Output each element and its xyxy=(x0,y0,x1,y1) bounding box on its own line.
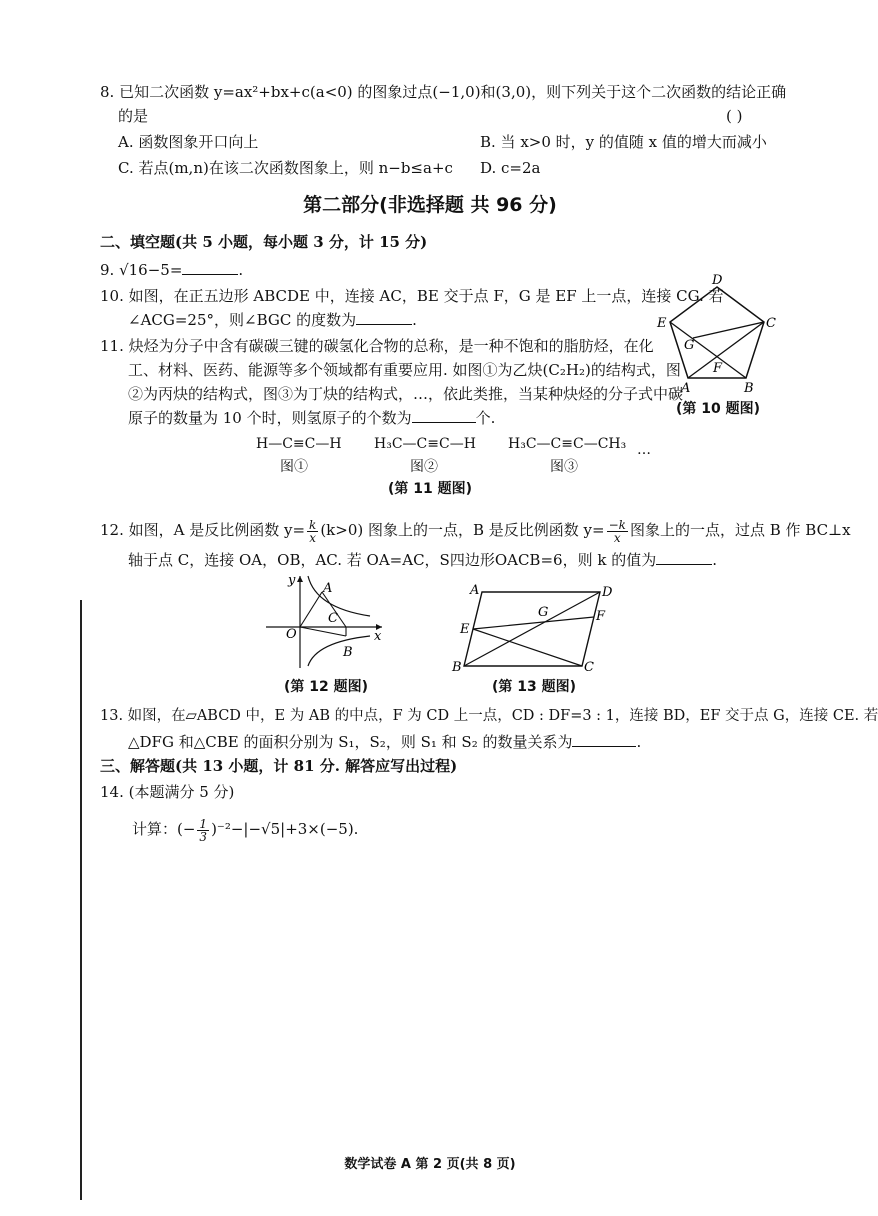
page-footer: 数学试卷 A 第 2 页(共 8 页) xyxy=(344,1157,516,1172)
segment-oa xyxy=(300,592,322,627)
frac2-denominator: x xyxy=(613,530,621,545)
q12-fraction-k-over-x xyxy=(307,519,318,544)
q11-line4-text: 原子的数量为 10 个时，则氢原子的个数为 xyxy=(128,409,412,427)
segment-bd xyxy=(464,592,600,666)
q12-line1 xyxy=(100,515,851,545)
q12-suffix: . xyxy=(712,551,717,569)
q14-fraction-one-third xyxy=(197,818,209,843)
label-g: G xyxy=(538,605,549,620)
q8-option-d[interactable]: D. c=2a xyxy=(480,159,541,177)
q10-line2 xyxy=(128,310,417,330)
label-a: A xyxy=(470,583,480,598)
q12-graph-figure xyxy=(262,570,392,670)
q12-fraction-neg-k-over-x xyxy=(607,519,628,544)
q12-line2 xyxy=(128,550,717,570)
hyperbola-negative xyxy=(308,636,370,666)
label-b: B xyxy=(452,660,462,675)
section3-heading: 三、解答题(共 13 小题，计 81 分. 解答应写出过程) xyxy=(100,757,458,775)
q12-line2-text: 轴于点 C，连接 OA，OB，AC. 若 OA=AC，S四边形OACB=6，则 k 的值为 xyxy=(128,551,657,569)
q14-calc-suffix: )⁻²−|−√5|+3×(−5). xyxy=(211,820,359,838)
q8-option-a[interactable]: A. 函数图象开口向上 xyxy=(118,133,259,151)
label-c: C xyxy=(584,660,594,675)
q13-parallelogram-figure xyxy=(450,580,613,675)
label-o: O xyxy=(286,627,297,642)
q11-fig1-label: 图① xyxy=(280,459,308,475)
q8-option-b[interactable]: B. 当 x>0 时，y 的值随 x 值的增大而减小 xyxy=(480,133,767,151)
q11-suffix: 个. xyxy=(475,409,496,427)
q12-text-c: 图象上的一点，过点 B 作 BC⊥x xyxy=(629,521,851,539)
q14-calc-prefix: 计算：(− xyxy=(132,820,196,838)
q13-suffix: . xyxy=(636,733,642,751)
q11-line2: 工、材料、医药、能源等多个领域都有重要应用. 如图①为乙炔(C₂H₂)的结构式，图 xyxy=(128,361,681,379)
q12-text-b: (k>0) 图象上的一点，B 是反比例函数 y= xyxy=(320,521,605,539)
q8-line1: 8. 已知二次函数 y=ax²+bx+c(a<0) 的图象过点(−1,0)和(3,0)，则下列关于这个二次函数的结论正确 xyxy=(100,83,787,101)
label-d: D xyxy=(602,585,613,600)
q11-caption: (第 11 题图) xyxy=(388,481,473,497)
label-a: A xyxy=(681,381,691,396)
q11-formula-2: H₃C—C≡C—H xyxy=(374,436,476,452)
q14-frac-numerator: 1 xyxy=(199,816,208,831)
segment-ob xyxy=(300,627,346,636)
q12-text-a: 12. 如图，A 是反比例函数 y= xyxy=(100,521,306,539)
q9-answer-blank[interactable] xyxy=(182,260,238,275)
q11-line3: ②为丙炔的结构式，图③为丁炔的结构式，…，依此类推，当某种炔烃的分子式中碳 xyxy=(128,385,684,403)
segment-ce xyxy=(473,629,582,666)
q12-answer-blank[interactable] xyxy=(656,550,712,565)
label-y: y xyxy=(288,573,296,588)
hyperbola-positive xyxy=(308,576,370,616)
q9 xyxy=(100,260,243,280)
margin-rule xyxy=(80,600,82,1200)
label-f: F xyxy=(596,609,606,624)
q11-fig3-label: 图③ xyxy=(550,459,578,475)
label-g: G xyxy=(684,338,695,353)
q8-option-c[interactable]: C. 若点(m,n)在该二次函数图象上，则 n−b≤a+c xyxy=(118,159,453,177)
q8-answer-paren[interactable]: ( ) xyxy=(726,107,743,125)
label-b: B xyxy=(343,645,353,660)
q10-pentagon-figure xyxy=(655,275,780,400)
q14-expression xyxy=(132,814,358,844)
q13-caption: (第 13 题图) xyxy=(492,679,577,695)
section2-heading: 二、填空题(共 5 小题，每小题 3 分，计 15 分) xyxy=(100,233,428,251)
frac1-denominator: x xyxy=(309,530,317,545)
label-c: C xyxy=(328,611,338,626)
frac2-numerator: −k xyxy=(608,517,626,532)
q13-answer-blank[interactable] xyxy=(572,732,636,747)
label-x: x xyxy=(374,629,382,644)
q9-text: 9. √16−5= xyxy=(100,261,183,279)
q13-line1: 13. 如图，在▱ABCD 中，E 为 AB 的中点，F 为 CD 上一点，CD : DF=3 : 1，连接 BD，EF 交于点 G，连接 CE. 若 xyxy=(100,708,878,724)
label-e: E xyxy=(460,622,470,637)
segment-be xyxy=(670,322,746,378)
q13-line2 xyxy=(128,732,641,752)
q11-formula-1: H—C≡C—H xyxy=(256,436,342,452)
label-b: B xyxy=(744,381,754,396)
q8-line2: 的是 xyxy=(118,107,149,125)
q10-line2-text: ∠ACG=25°，则∠BGC 的度数为 xyxy=(128,311,357,329)
y-axis-arrow xyxy=(297,576,303,582)
q9-suffix: . xyxy=(238,261,244,279)
label-f: F xyxy=(713,361,723,376)
q10-line1: 10. 如图，在正五边形 ABCDE 中，连接 AC，BE 交于点 F，G 是 EF 上一点，连接 CG. 若 xyxy=(100,287,724,305)
q14-line1: 14. (本题满分 5 分) xyxy=(100,783,235,801)
q13-line2-text: △DFG 和△CBE 的面积分别为 S₁，S₂，则 S₁ 和 S₂ 的数量关系为 xyxy=(128,733,573,751)
q11-formula-3: H₃C—C≡C—CH₃ xyxy=(508,436,627,452)
segment-ef xyxy=(473,617,594,629)
q12-caption: (第 12 题图) xyxy=(284,679,369,695)
label-e: E xyxy=(657,316,667,331)
q11-answer-blank[interactable] xyxy=(412,408,476,423)
q11-fig2-label: 图② xyxy=(410,459,438,475)
label-c: C xyxy=(766,316,776,331)
label-a: A xyxy=(323,581,333,596)
q10-caption: (第 10 题图) xyxy=(676,401,761,417)
q11-line4 xyxy=(128,408,495,428)
part2-title: 第二部分(非选择题 共 96 分) xyxy=(303,194,557,216)
label-d: D xyxy=(712,273,723,288)
q14-frac-denominator: 3 xyxy=(199,829,208,844)
q11-line1: 11. 炔烃为分子中含有碳碳三键的碳氢化合物的总称，是一种不饱和的脂肪烃，在化 xyxy=(100,337,654,355)
q10-suffix: . xyxy=(412,311,417,329)
q11-ellipsis: … xyxy=(637,442,651,458)
frac1-numerator: k xyxy=(309,517,317,532)
q10-answer-blank[interactable] xyxy=(356,310,412,325)
